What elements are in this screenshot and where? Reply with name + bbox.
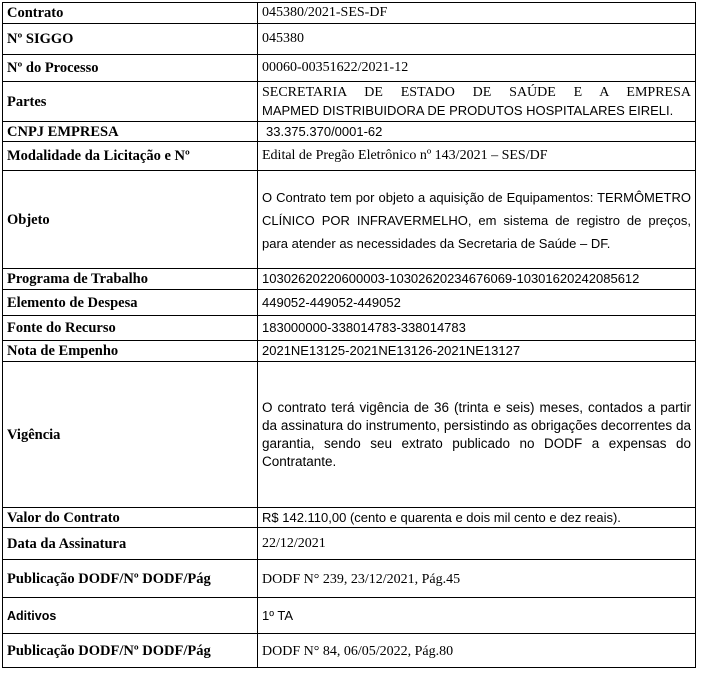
label-objeto: Objeto: [3, 171, 258, 269]
value-vigencia: O contrato terá vigência de 36 (trinta e seis) meses, contados a partir da assinatura do instrumento, persistindo as obrigações decorrentes da garantia, sendo seu extrato publicado no DODF a expensas do Contratante.: [258, 362, 696, 508]
table-row: [3, 24, 696, 55]
label-partes: Partes: [3, 82, 258, 122]
value-objeto: O Contrato tem por objeto a aquisição de Equipamentos: TERMÔMETRO CLÍNICO POR INFRAVERMELHO, em sistema de registro de preços, para atender as necessidades da Secretaria de Saúde – DF.: [258, 171, 696, 269]
value-fonte: 183000000-338014783-338014783: [258, 316, 696, 341]
table-row: [3, 122, 696, 142]
value-programa: 10302620220600003-10302620234676069-10301620242085612: [258, 269, 696, 290]
value-modalidade: Edital de Pregão Eletrônico nº 143/2021 – SES/DF: [258, 142, 696, 171]
partes-line-1: SECRETARIA DE ESTADO DE SAÚDE E A EMPRESA: [262, 84, 691, 100]
value-elemento: 449052-449052-449052: [258, 290, 696, 316]
table-row: [3, 560, 696, 598]
value-data-assinatura: 22/12/2021: [258, 528, 696, 560]
label-processo: Nº do Processo: [3, 55, 258, 82]
label-siggo: Nº SIGGO: [3, 24, 258, 55]
value-partes: [258, 82, 696, 122]
contract-extract-table: [2, 2, 696, 668]
label-vigencia: Vigência: [3, 362, 258, 508]
label-publicacao-1: Publicação DODF/Nº DODF/Pág: [3, 560, 258, 598]
label-fonte: Fonte do Recurso: [3, 316, 258, 341]
value-contrato: 045380/2021-SES-DF: [258, 3, 696, 24]
table-row: [3, 3, 696, 24]
label-valor: Valor do Contrato: [3, 508, 258, 528]
table-row: [3, 316, 696, 341]
label-modalidade: Modalidade da Licitação e Nº: [3, 142, 258, 171]
label-publicacao-2: Publicação DODF/Nº DODF/Pág: [3, 634, 258, 668]
table-row: [3, 341, 696, 362]
value-publicacao-2: DODF N° 84, 06/05/2022, Pág.80: [258, 634, 696, 668]
table-row: [3, 269, 696, 290]
value-aditivos: 1º TA: [258, 598, 696, 634]
table-row: [3, 142, 696, 171]
value-siggo: 045380: [258, 24, 696, 55]
label-aditivos: Aditivos: [3, 598, 258, 634]
table-row: [3, 598, 696, 634]
label-programa: Programa de Trabalho: [3, 269, 258, 290]
label-data-assinatura: Data da Assinatura: [3, 528, 258, 560]
value-cnpj: 33.375.370/0001-62: [258, 122, 696, 142]
label-cnpj: CNPJ EMPRESA: [3, 122, 258, 142]
table-row: [3, 55, 696, 82]
table-row: [3, 634, 696, 668]
table-row: [3, 362, 696, 508]
value-processo: 00060-00351622/2021-12: [258, 55, 696, 82]
label-contrato: Contrato: [3, 3, 258, 24]
table-row: [3, 528, 696, 560]
label-empenho: Nota de Empenho: [3, 341, 258, 362]
label-elemento: Elemento de Despesa: [3, 290, 258, 316]
value-empenho: 2021NE13125-2021NE13126-2021NE13127: [258, 341, 696, 362]
table-row: [3, 82, 696, 122]
table-row: [3, 171, 696, 269]
table-row: [3, 290, 696, 316]
value-valor: R$ 142.110,00 (cento e quarenta e dois mil cento e dez reais).: [258, 508, 696, 528]
value-publicacao-1: DODF N° 239, 23/12/2021, Pág.45: [258, 560, 696, 598]
table-row: [3, 508, 696, 528]
partes-line-2: MAPMED DISTRIBUIDORA DE PRODUTOS HOSPITALARES EIRELI.: [262, 102, 674, 118]
